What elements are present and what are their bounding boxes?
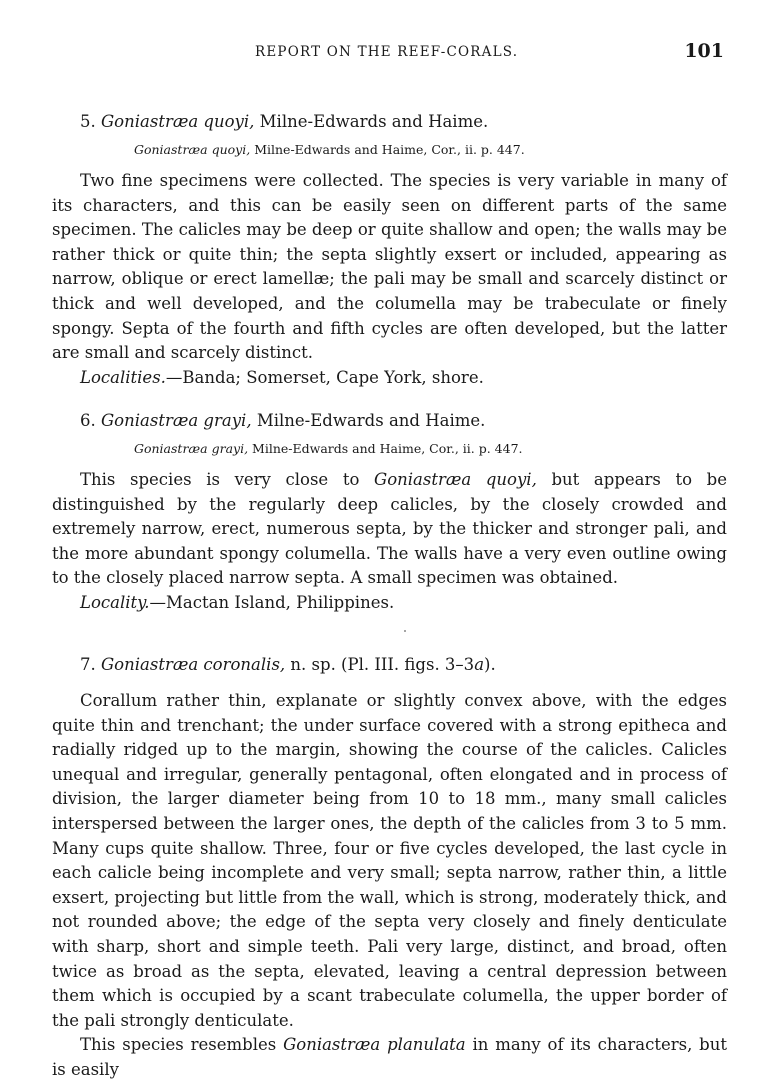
species-heading: 7. Goniastræa coronalis, n. sp. (Pl. III. figs. 3–3a).	[80, 655, 496, 674]
species-authority: Milne-Edwards and Haime.	[259, 112, 489, 131]
species-heading: 5. Goniastræa quoyi, Milne-Edwards and Haime.	[80, 112, 489, 131]
species-name: Goniastræa grayi,	[101, 411, 252, 430]
species-locality: Locality.—Mactan Island, Philippines.	[80, 592, 395, 612]
species-name: Goniastræa quoyi,	[101, 112, 255, 131]
species-citation: Goniastræa quoyi, Milne-Edwards and Haime, Cor., ii. p. 447.	[134, 142, 525, 157]
species-description: Two fine specimens were collected. The species is very variable in many of its characters, and this can be easily seen on different parts of the same specimen. The calicles may be deep or quite shallow and open; the walls may be rather thick or quite thin; the septa slightly exsert or included, appearing as narrow, oblique or erect lamellæ; the pali may be small and scarcely distinct or thick and well developed, and the columella may be trabeculate or finely spongy. Septa of the fourth and fifth cycles are often developed, but the latter are small and scarcely distinct.	[52, 171, 727, 363]
species-citation: Goniastræa grayi, Milne-Edwards and Haime, Cor., ii. p. 447.	[134, 441, 523, 456]
page-number: 101	[684, 40, 724, 62]
species-authority: Milne-Edwards and Haime.	[256, 411, 486, 430]
species-comparison: This species resembles Goniastræa planulata in many of its characters, but is easily	[52, 1035, 727, 1079]
species-description: This species is very close to Goniastræa quoyi, but appears to be distinguished by the regularly deep calicles, by the closely crowded and extremely narrow, erect, numerous septa, by the thicker and stronger pali, and the more abundant spongy columella. The walls have a very even outline owing to the closely placed narrow septa. A small specimen was obtained.	[52, 470, 727, 588]
species-entry-quoyi	[52, 112, 727, 390]
species-entry-coronalis	[52, 655, 727, 1083]
species-name: Goniastræa coronalis,	[101, 655, 286, 674]
species-authority: n. sp. (Pl. III. figs. 3–3a).	[290, 655, 496, 674]
species-heading: 6. Goniastræa grayi, Milne-Edwards and Haime.	[80, 411, 486, 430]
species-description: Corallum rather thin, explanate or slightly convex above, with the edges quite thin and trenchant; the under surface covered with a strong epitheca and radially ridged up to the margin, showing the course of the calicles. Calicles unequal and irregular, generally pentagonal, often elongated and in process of division, the larger diameter being from 10 to 18 mm., many small calicles interspersed between the larger ones, the depth of the calicles from 3 to 5 mm. Many cups quite shallow. Three, four or five cycles developed, the last cycle in each calicle being incomplete and very small; septa narrow, rather thin, a little exsert, projecting but little from the wall, which is strong, moderately thick, and not rounded above; the edge of the septa very closely and finely denticulate with sharp, short and simple teeth. Pali very large, distinct, and broad, often twice as broad as the septa, elevated, leaving a central depression between them which is occupied by a scant trabeculate columella, the upper border of the pali strongly denticulate.	[52, 691, 727, 1030]
species-entry-grayi	[52, 411, 727, 616]
ink-speck	[404, 630, 406, 632]
running-title: REPORT ON THE REEF-CORALS.	[255, 44, 519, 60]
species-locality: Localities.—Banda; Somerset, Cape York, shore.	[80, 367, 484, 387]
